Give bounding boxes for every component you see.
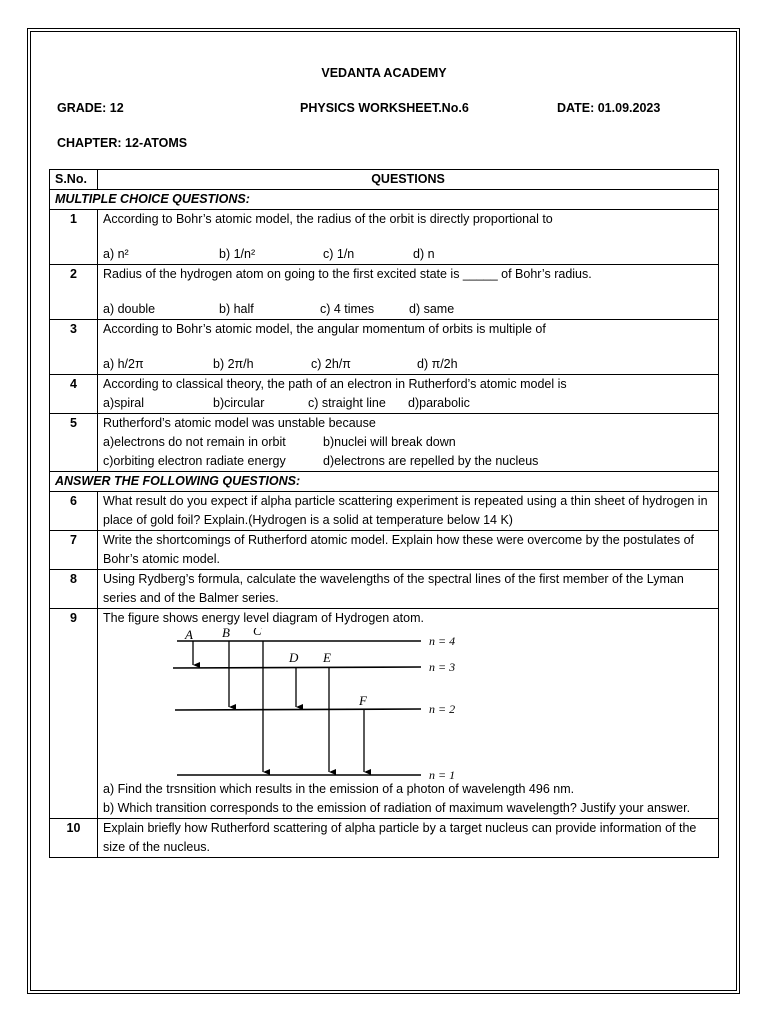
question-text: Write the shortcomings of Rutherford atomic model. Explain how these were overcome by the postulates of Bohr’s atomic model. [98,531,719,570]
questions-table [49,169,719,858]
section-row [50,472,719,492]
question-number: 8 [50,570,98,609]
table-row [50,210,719,265]
worksheet-title: PHYSICS WORKSHEET.No.6 [300,101,469,115]
transition-label-b: B [222,628,230,640]
level-label-n3: n = 3 [429,660,456,674]
option-d: d) π/2h [417,357,458,371]
question-cell [98,414,719,472]
transition-label-c: C [253,628,262,638]
question-text: According to classical theory, the path of an electron in Rutherford’s atomic model is [103,377,567,391]
question-number: 2 [50,265,98,320]
option-c: c) 1/n [323,247,355,261]
option-a: a) h/2π [103,357,144,371]
option-c: c) straight line [308,396,386,410]
section-row [50,190,719,210]
option-b: b)circular [213,396,265,410]
question-number: 4 [50,375,98,414]
table-row [50,320,719,375]
question-number: 6 [50,492,98,531]
question-number: 3 [50,320,98,375]
question-part-a: a) Find the trsnsition which results in the emission of a photon of wavelength 496 nm. [103,782,575,796]
question-text: According to Bohr’s atomic model, the angular momentum of orbits is multiple of [103,322,546,336]
question-text: Rutherford’s atomic model was unstable because [103,416,376,430]
grade-label: GRADE: 12 [57,101,124,115]
table-header-row [50,170,719,190]
question-cell [98,375,719,414]
table-row [50,492,719,531]
question-text: According to Bohr’s atomic model, the radius of the orbit is directly proportional to [103,212,553,226]
answer-section-title: ANSWER THE FOLLOWING QUESTIONS: [50,472,719,492]
options-row [103,300,713,319]
transition-label-a: A [185,628,193,642]
table-row [50,609,719,819]
options-row [103,355,713,374]
level-line-n2 [175,709,421,710]
table-row [50,531,719,570]
table-row [50,414,719,472]
option-a: a)spiral [103,396,144,410]
mcq-section-title: MULTIPLE CHOICE QUESTIONS: [50,190,719,210]
question-text: Explain briefly how Rutherford scattering of alpha particle by a target nucleus can provide information of the size of the nucleus. [98,819,719,858]
option-a: a)electrons do not remain in orbit [103,435,286,449]
option-c: c)orbiting electron radiate energy [103,454,286,468]
worksheet-date: DATE: 01.09.2023 [557,101,661,115]
option-d: d)parabolic [408,396,470,410]
question-text: What result do you expect if alpha particle scattering experiment is repeated using a thin sheet of hydrogen in place of gold foil? Explain.(Hydrogen is a solid at temperature below 14 K) [98,492,719,531]
question-number: 10 [50,819,98,858]
question-cell [98,609,719,819]
level-label-n1: n = 1 [429,768,456,780]
energy-level-diagram [163,628,523,780]
question-text: Using Rydberg’s formula, calculate the wavelengths of the spectral lines of the first member of the Lyman series and of the Balmer series. [98,570,719,609]
transition-label-f: F [359,693,367,708]
table-row [50,819,719,858]
transition-label-d: D [289,650,299,665]
option-a: a) double [103,302,156,316]
chapter-title: CHAPTER: 12-ATOMS [57,136,188,150]
option-d: d) same [409,302,455,316]
table-row [50,570,719,609]
transition-label-e: E [323,650,331,665]
sno-header: S.No. [50,170,98,190]
option-b: b) half [219,302,254,316]
option-b: b)nuclei will break down [323,435,456,449]
option-d: d)electrons are repelled by the nucleus [323,454,539,468]
option-c: c) 4 times [320,302,375,316]
option-b: b) 1/n² [219,247,256,261]
question-number: 9 [50,609,98,819]
option-b: b) 2π/h [213,357,254,371]
table-row [50,375,719,414]
question-cell [98,320,719,375]
option-d: d) n [413,247,435,261]
question-text: The figure shows energy level diagram of Hydrogen atom. [103,611,424,625]
school-name: VEDANTA ACADEMY [321,66,447,80]
questions-header: QUESTIONS [98,170,719,190]
option-c: c) 2h/π [311,357,351,371]
options-row [103,394,713,413]
question-number: 7 [50,531,98,570]
options-row [103,245,713,264]
options-row [103,452,713,471]
question-number: 1 [50,210,98,265]
table-row [50,265,719,320]
level-line-n3 [173,667,421,668]
question-cell [98,265,719,320]
question-text: Radius of the hydrogen atom on going to the first excited state is _____ of Bohr’s radius. [103,267,592,281]
option-a: a) n² [103,247,129,261]
question-cell [98,210,719,265]
level-label-n2: n = 2 [429,702,456,716]
question-number: 5 [50,414,98,472]
options-row [103,433,713,452]
level-label-n4: n = 4 [429,634,456,648]
question-part-b: b) Which transition corresponds to the emission of radiation of maximum wavelength? Justify your answer. [103,801,691,815]
